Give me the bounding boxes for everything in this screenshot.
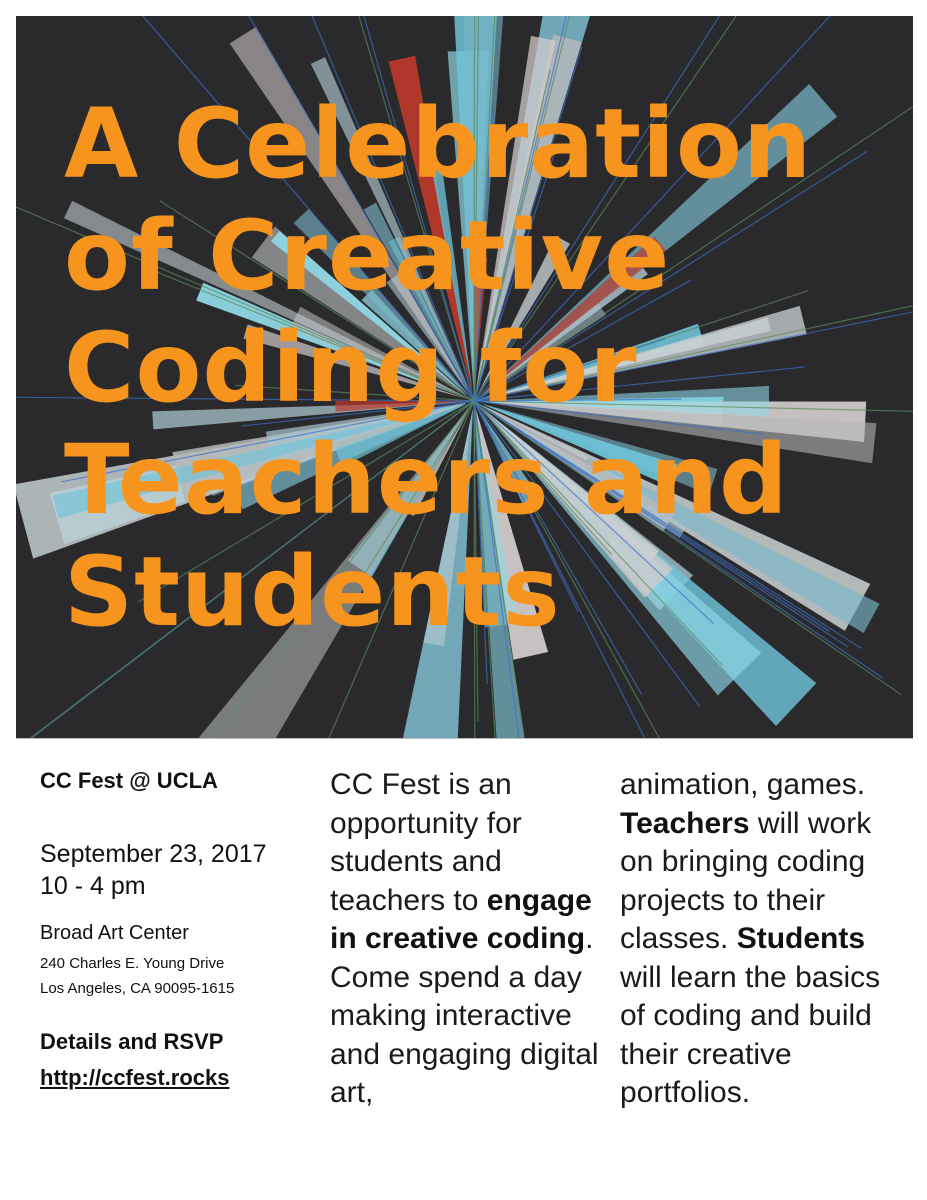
event-time: 10 - 4 pm (40, 872, 146, 900)
description-carryover: animation, games. (620, 768, 866, 801)
description-column-2 (620, 766, 910, 1113)
event-name: CC Fest @ UCLA (40, 768, 218, 793)
teachers-label: Teachers (620, 806, 750, 840)
students-label: Students (736, 922, 866, 955)
rsvp-link[interactable]: http://ccfest.rocks (40, 1065, 230, 1090)
students-text: will learn the basics of coding and build their creative portfolios. (620, 960, 881, 1109)
address-line-1: 240 Charles E. Young Drive (40, 955, 225, 972)
poster-headline: A Celebration of Creative Coding for Teachers and Students (64, 88, 813, 648)
description-continued: . Come spend a day making interactive and engaging digital art, (330, 922, 599, 1109)
event-details (40, 768, 310, 1091)
event-date-time (40, 838, 310, 902)
event-date: September 23, 2017 (40, 840, 267, 868)
description-intro: CC Fest is an opportunity for students and teachers to (330, 768, 522, 917)
venue-name: Broad Art Center (40, 922, 189, 944)
description-column-1 (330, 766, 600, 1113)
address-line-2: Los Angeles, CA 90095-1615 (40, 980, 235, 997)
venue-address (40, 951, 310, 1001)
hero-image (16, 16, 913, 739)
rsvp-label: Details and RSVP (40, 1029, 224, 1054)
description-highlight: engage in creative coding (330, 883, 592, 955)
teachers-text: will work on bringing coding projects to their classes. (620, 806, 872, 955)
